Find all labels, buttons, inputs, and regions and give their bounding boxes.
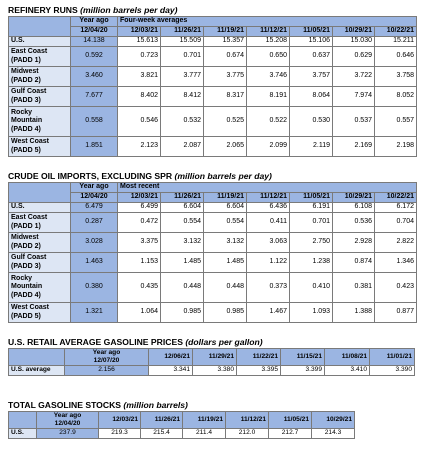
year-ago-value: 1.851: [71, 137, 118, 157]
row-label: U.S. average: [9, 366, 65, 376]
value-cell: 0.554: [204, 213, 247, 233]
value-cell: 1.346: [375, 253, 417, 273]
gasoline-prices-title: U.S. RETAIL AVERAGE GASOLINE PRICES (dollars per gallon): [8, 337, 263, 347]
region-row: [9, 137, 417, 157]
date-header: 11/19/21: [204, 193, 247, 203]
date-header: 12/03/21: [99, 412, 141, 429]
region-label-line: Rocky: [11, 274, 33, 282]
region-label: [9, 47, 71, 67]
value-cell: 0.629: [333, 47, 375, 67]
region-label: [9, 203, 71, 213]
region-label-line: (PADD 4): [11, 125, 41, 133]
value-cell: 15.357: [204, 37, 247, 47]
value-cell: 6.108: [333, 203, 375, 213]
value-cell: 2.198: [375, 137, 417, 157]
value-cell: 3.758: [375, 67, 417, 87]
region-label: [9, 233, 71, 253]
region-label: [9, 67, 71, 87]
region-row: [9, 303, 417, 323]
region-row: [9, 87, 417, 107]
date-header: 11/01/21: [370, 349, 415, 366]
date-header: 10/29/21: [333, 27, 375, 37]
year-ago-value: 0.592: [71, 47, 118, 67]
refinery-runs-title: REFINERY RUNS (million barrels per day): [8, 5, 178, 15]
date-header-row: [9, 27, 417, 37]
year-ago-value: 7.677: [71, 87, 118, 107]
value-cell: 3.777: [161, 67, 204, 87]
value-cell: 8.317: [204, 87, 247, 107]
value-cell: 2.099: [247, 137, 290, 157]
region-row: [9, 47, 417, 67]
date-header: 11/05/21: [290, 27, 333, 37]
value-cell: 0.410: [290, 273, 333, 303]
value-cell: 6.604: [204, 203, 247, 213]
value-cell: 0.530: [290, 107, 333, 137]
date-header: 11/12/21: [247, 193, 290, 203]
header-blank-cell: [9, 349, 65, 366]
value-cell: 6.191: [290, 203, 333, 213]
date-header: 11/26/21: [161, 27, 204, 37]
value-cell: 15.106: [290, 37, 333, 47]
year-ago-value: 3.028: [71, 233, 118, 253]
region-label-line: Mountain: [11, 117, 43, 125]
year-ago-value: 1.321: [71, 303, 118, 323]
date-header: 11/05/21: [290, 193, 333, 203]
value-cell: 1.153: [118, 253, 161, 273]
value-cell: 8.052: [375, 87, 417, 107]
region-label-line: Midwest: [11, 68, 39, 75]
date-header: 10/22/21: [375, 27, 417, 37]
value-cell: 0.723: [118, 47, 161, 67]
value-cell: 2.123: [118, 137, 161, 157]
value-cell: 0.557: [375, 107, 417, 137]
region-row: [9, 213, 417, 233]
refinery-runs-table: [8, 16, 417, 157]
year-ago-value: 237.9: [37, 429, 99, 439]
region-row: [9, 273, 417, 303]
header-blank-cell: [9, 183, 71, 203]
value-cell: 0.985: [161, 303, 204, 323]
date-header: 11/29/21: [193, 349, 237, 366]
value-cell: 2.119: [290, 137, 333, 157]
value-cell: 214.3: [312, 429, 355, 439]
region-label-line: East Coast: [11, 48, 48, 55]
value-cell: 0.448: [161, 273, 204, 303]
value-cell: 15.030: [333, 37, 375, 47]
span-header: Four-week averages: [118, 17, 417, 27]
date-header: 11/08/21: [325, 349, 370, 366]
value-cell: 0.472: [118, 213, 161, 233]
value-cell: 6.436: [247, 203, 290, 213]
region-label-line: Gulf Coast: [11, 88, 47, 95]
year-ago-header: Year ago 12/07/20: [65, 349, 149, 366]
year-ago-value: 0.558: [71, 107, 118, 137]
region-label-line: Gulf Coast: [11, 254, 47, 261]
value-cell: 0.525: [204, 107, 247, 137]
year-ago-value: 3.460: [71, 67, 118, 87]
date-header: 11/12/21: [247, 27, 290, 37]
value-cell: 15.208: [247, 37, 290, 47]
crude-imports-title: CRUDE OIL IMPORTS, EXCLUDING SPR (million barrels per day): [8, 171, 272, 181]
value-cell: 212.0: [226, 429, 269, 439]
value-cell: 215.4: [141, 429, 183, 439]
value-cell: 0.674: [204, 47, 247, 67]
value-cell: 3.775: [204, 67, 247, 87]
value-cell: 2.087: [161, 137, 204, 157]
year-ago-value: 2.156: [65, 366, 149, 376]
region-row: [9, 233, 417, 253]
value-cell: 219.3: [99, 429, 141, 439]
value-cell: 0.423: [375, 273, 417, 303]
value-cell: 0.448: [204, 273, 247, 303]
region-label: [9, 37, 71, 47]
region-label: [9, 303, 71, 323]
value-cell: 8.191: [247, 87, 290, 107]
crude-imports-table: [8, 182, 417, 323]
region-label: [9, 107, 71, 137]
value-cell: 3.380: [193, 366, 237, 376]
date-header: 11/19/21: [183, 412, 226, 429]
value-cell: 0.985: [204, 303, 247, 323]
value-cell: 3.746: [247, 67, 290, 87]
date-header: 11/12/21: [226, 412, 269, 429]
region-label-line: Midwest: [11, 234, 39, 241]
region-label-line: (PADD 1): [11, 56, 41, 64]
row-label: U.S.: [9, 429, 37, 439]
value-cell: 0.381: [333, 273, 375, 303]
gasoline-stocks-row: [9, 429, 355, 439]
value-cell: 1.238: [290, 253, 333, 273]
gasoline-prices-row: [9, 366, 415, 376]
value-cell: 0.701: [290, 213, 333, 233]
gasoline-stocks-title: TOTAL GASOLINE STOCKS (million barrels): [8, 400, 188, 410]
value-cell: 0.650: [247, 47, 290, 67]
date-header: 12/06/21: [149, 349, 193, 366]
region-label-line: (PADD 5): [11, 146, 41, 154]
value-cell: 1.485: [161, 253, 204, 273]
date-header: 11/22/21: [237, 349, 281, 366]
region-label-line: West Coast: [11, 138, 49, 145]
date-header: 11/15/21: [281, 349, 325, 366]
value-cell: 3.821: [118, 67, 161, 87]
value-cell: 6.172: [375, 203, 417, 213]
value-cell: 3.410: [325, 366, 370, 376]
value-cell: 8.402: [118, 87, 161, 107]
value-cell: 6.499: [118, 203, 161, 213]
region-label-line: (PADD 1): [11, 222, 41, 230]
value-cell: 3.399: [281, 366, 325, 376]
date-header: 10/22/21: [375, 193, 417, 203]
region-label-line: East Coast: [11, 214, 48, 221]
value-cell: 8.412: [161, 87, 204, 107]
value-cell: 3.395: [237, 366, 281, 376]
value-cell: 3.757: [290, 67, 333, 87]
value-cell: 1.093: [290, 303, 333, 323]
date-header: 12/04/20: [71, 27, 118, 37]
region-row: [9, 67, 417, 87]
year-ago-header: Year ago: [71, 17, 118, 27]
region-label-line: (PADD 3): [11, 262, 41, 270]
value-cell: 15.613: [118, 37, 161, 47]
value-cell: 3.390: [370, 366, 415, 376]
region-label: [9, 87, 71, 107]
region-label-line: (PADD 2): [11, 242, 41, 250]
gasoline-prices-header-row: [9, 349, 415, 366]
date-header: 11/05/21: [269, 412, 312, 429]
region-label-line: U.S.: [11, 37, 25, 45]
region-row: [9, 253, 417, 273]
value-cell: 2.822: [375, 233, 417, 253]
value-cell: 0.537: [333, 107, 375, 137]
value-cell: 1.122: [247, 253, 290, 273]
value-cell: 15.211: [375, 37, 417, 47]
region-label-line: Mountain: [11, 283, 43, 291]
value-cell: 1.485: [204, 253, 247, 273]
value-cell: 211.4: [183, 429, 226, 439]
value-cell: 8.064: [290, 87, 333, 107]
header-blank-cell: [9, 17, 71, 37]
value-cell: 2.065: [204, 137, 247, 157]
gasoline-prices-table: [8, 348, 415, 376]
date-header: 12/03/21: [118, 193, 161, 203]
value-cell: 0.701: [161, 47, 204, 67]
value-cell: 0.704: [375, 213, 417, 233]
value-cell: 0.373: [247, 273, 290, 303]
value-cell: 0.546: [118, 107, 161, 137]
value-cell: 6.604: [161, 203, 204, 213]
gasoline-stocks-table: [8, 411, 355, 439]
value-cell: 0.646: [375, 47, 417, 67]
value-cell: 1.388: [333, 303, 375, 323]
value-cell: 0.874: [333, 253, 375, 273]
region-row: [9, 37, 417, 47]
value-cell: 2.169: [333, 137, 375, 157]
value-cell: 3.375: [118, 233, 161, 253]
value-cell: 2.750: [290, 233, 333, 253]
value-cell: 0.532: [161, 107, 204, 137]
year-ago-value: 14.138: [71, 37, 118, 47]
year-ago-value: 0.380: [71, 273, 118, 303]
date-header: 11/26/21: [141, 412, 183, 429]
value-cell: 0.522: [247, 107, 290, 137]
value-cell: 0.536: [333, 213, 375, 233]
region-row: [9, 203, 417, 213]
region-label-line: (PADD 5): [11, 312, 41, 320]
year-ago-value: 6.479: [71, 203, 118, 213]
header-blank-cell: [9, 412, 37, 429]
date-header: 10/29/21: [312, 412, 355, 429]
date-header: 12/03/21: [118, 27, 161, 37]
header-row: [9, 183, 417, 193]
header-row: [9, 17, 417, 27]
value-cell: 3.722: [333, 67, 375, 87]
date-header: 12/04/20: [71, 193, 118, 203]
value-cell: 1.467: [247, 303, 290, 323]
date-header: 10/29/21: [333, 193, 375, 203]
region-label-line: (PADD 2): [11, 76, 41, 84]
region-label: [9, 137, 71, 157]
region-label-line: Rocky: [11, 108, 33, 116]
region-row: [9, 107, 417, 137]
region-label-line: (PADD 3): [11, 96, 41, 104]
date-header: 11/26/21: [161, 193, 204, 203]
region-label-line: U.S.: [11, 203, 25, 211]
region-label-line: West Coast: [11, 304, 49, 311]
date-header: 11/19/21: [204, 27, 247, 37]
year-ago-value: 0.287: [71, 213, 118, 233]
year-ago-value: 1.463: [71, 253, 118, 273]
value-cell: 2.928: [333, 233, 375, 253]
region-label: [9, 253, 71, 273]
region-label: [9, 213, 71, 233]
region-label: [9, 273, 71, 303]
year-ago-header: Year ago: [71, 183, 118, 193]
value-cell: 0.554: [161, 213, 204, 233]
value-cell: 0.637: [290, 47, 333, 67]
value-cell: 0.411: [247, 213, 290, 233]
value-cell: 3.132: [204, 233, 247, 253]
span-header: Most recent: [118, 183, 417, 193]
value-cell: 3.063: [247, 233, 290, 253]
value-cell: 1.064: [118, 303, 161, 323]
value-cell: 212.7: [269, 429, 312, 439]
value-cell: 0.435: [118, 273, 161, 303]
value-cell: 15.509: [161, 37, 204, 47]
date-header-row: [9, 193, 417, 203]
value-cell: 7.974: [333, 87, 375, 107]
region-label-line: (PADD 4): [11, 291, 41, 299]
year-ago-header: Year ago 12/04/20: [37, 412, 99, 429]
gasoline-stocks-header-row: [9, 412, 355, 429]
value-cell: 3.132: [161, 233, 204, 253]
value-cell: 3.341: [149, 366, 193, 376]
value-cell: 0.877: [375, 303, 417, 323]
